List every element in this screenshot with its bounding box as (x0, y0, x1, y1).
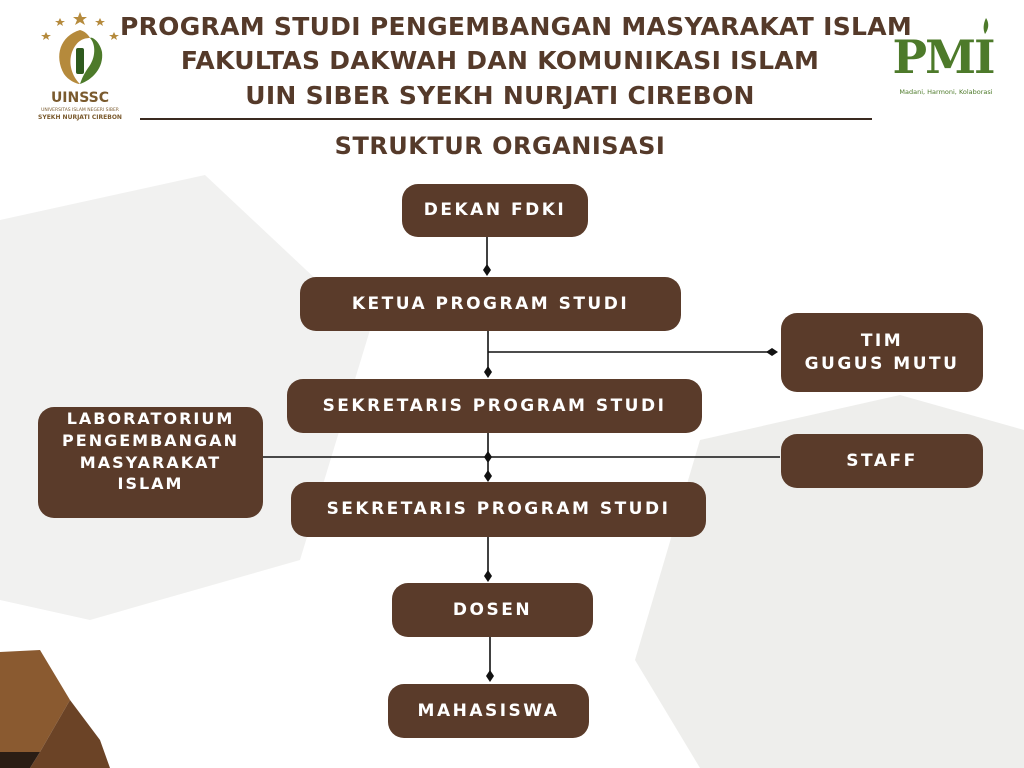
org-box-sekretaris-1: SEKRETARIS PROGRAM STUDI (287, 379, 702, 433)
org-box-ketua: KETUA PROGRAM STUDI (300, 277, 681, 331)
header-line-3: UIN SIBER SYEKH NURJATI CIREBON (245, 81, 755, 110)
org-box-staff: STAFF (781, 434, 983, 488)
arrowhead-sekretaris1 (484, 366, 492, 378)
uinssc-subtitle-1: UNIVERSITAS ISLAM NEGERI SIBER (41, 108, 119, 113)
arrowhead-mahasiswa (486, 670, 494, 682)
org-box-tim-gugus-mutu: TIM GUGUS MUTU (781, 313, 983, 392)
arrowhead-ketua (483, 264, 491, 276)
header-line-2: FAKULTAS DAKWAH DAN KOMUNIKASI ISLAM (180, 46, 820, 75)
arrowhead-junction (484, 451, 492, 463)
page-title: STRUKTUR ORGANISASI (334, 132, 666, 160)
org-box-dekan: DEKAN FDKI (402, 184, 588, 237)
pmi-tagline: Madani, Harmoni, Kolaborasi (899, 88, 993, 96)
org-box-laboratorium: LABORATORIUM PENGEMBANGAN MASYARAKAT ISLAM (38, 407, 263, 518)
arrowhead-sekretaris2 (484, 470, 492, 482)
uinssc-name: UINSSC (50, 90, 110, 106)
org-box-sekretaris-2: SEKRETARIS PROGRAM STUDI (291, 482, 706, 537)
arrowhead-tim (766, 348, 778, 356)
pmi-logo-text: PMI (892, 30, 994, 84)
uinssc-subtitle-2: SYEKH NURJATI CIREBON (38, 114, 122, 121)
arrowhead-dosen (484, 570, 492, 582)
org-box-mahasiswa: MAHASISWA (388, 684, 589, 738)
org-box-dosen: DOSEN (392, 583, 593, 637)
header-line-1: PROGRAM STUDI PENGEMBANGAN MASYARAKAT ISLAM (120, 12, 913, 41)
